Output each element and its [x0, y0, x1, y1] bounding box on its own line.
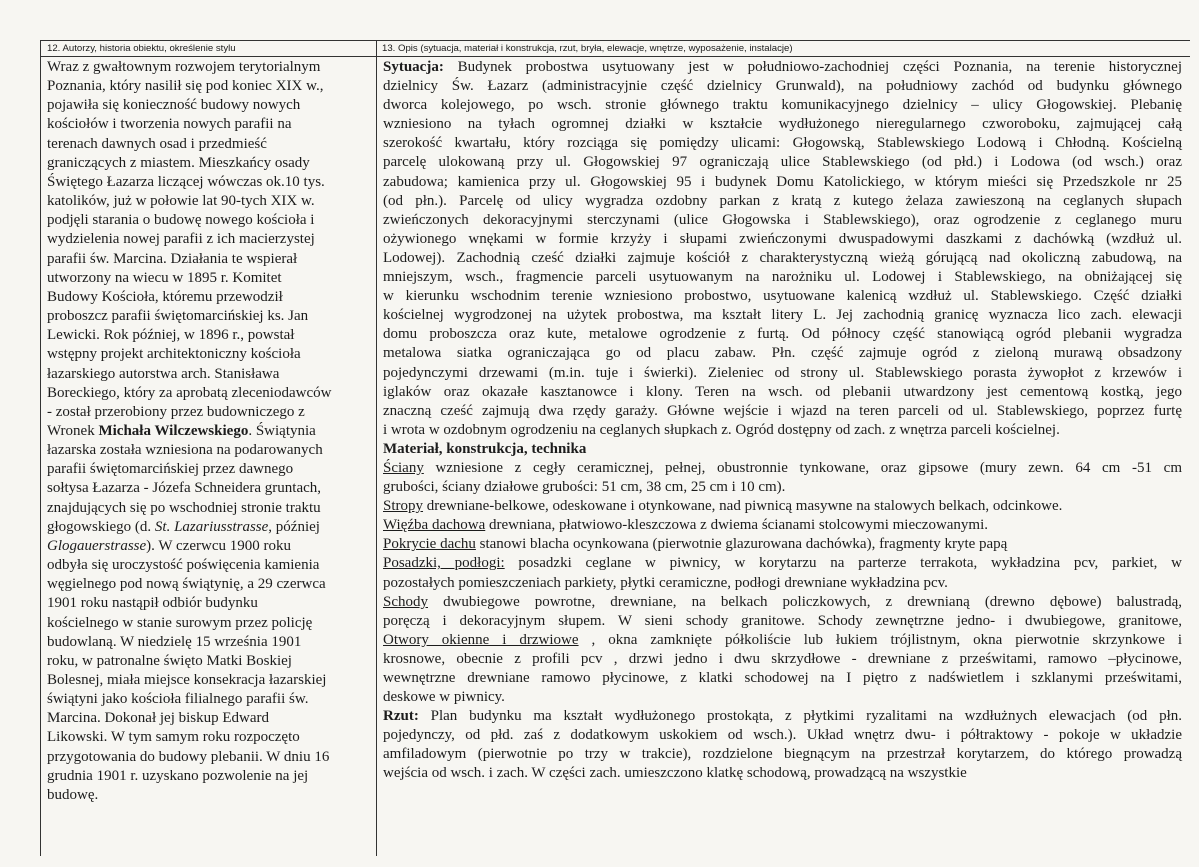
text-line	[383, 554, 1182, 573]
text-line: wzniesiono na tyłach ogromnej działki w kształcie wydłużonego nieregularnego czworoboku, zajmującej całą	[383, 116, 1182, 133]
section-heading-text: Materiał, konstrukcja, technika	[383, 440, 587, 457]
text-line: kościelnej wygrodzonej na użytek probostwa, ma kształt litery L. Jej zachodnią granicę wyznacza lico zach. elewacji	[383, 307, 1182, 324]
text-line: pojawiła się konieczność budowy nowych	[47, 97, 301, 114]
description-column-header: 13. Opis (sytuacja, materiał i konstrukcja, rzut, bryła, elewacje, wnętrze, wyposażenie, instalacje)	[376, 41, 1190, 57]
text-line: (od płn.). Parcelę od ulicy wygradza ozdobny parkan z kratą z kutego żelaza zawieszoną na ceglanych słupach	[383, 192, 1182, 209]
text-line: domu proboszcza oraz kute, metalowe ogrodzenie z furtą. Od północy część stanowiącą ogród plebanii wygradza	[383, 326, 1182, 343]
text-line: grudnia 1901 r. uzyskano pozwolenie na jej	[47, 767, 309, 784]
text-line: Likowski. W tym samym roku rozpoczęto	[47, 729, 300, 746]
text-line: 1901 roku nastąpił odbiór budynku	[47, 595, 258, 612]
text-line: Lewicki. Rok później, w 1896 r., powstał	[47, 327, 295, 344]
text-line: dworca kolejowego, po wsch. stronie głównego traktu komunikacyjnego dzielnicy – ulicy Głogowskiej. Plebanię	[383, 97, 1182, 114]
text-line	[383, 497, 1182, 516]
text-line: Świętego Łazarza liczącej wówczas ok.10 tys.	[47, 173, 325, 190]
text-line: znajdujących się po wschodniej stronie traktu	[47, 499, 321, 516]
text-line: grubości, ściany działowe grubości: 51 cm, 38 cm, 25 cm i 10 cm).	[383, 479, 786, 496]
text-run: ). W czerwcu 1900 roku	[146, 537, 291, 554]
text-line: graniczących z miastem. Mieszkańcy osady	[47, 154, 310, 171]
subsection-label-sciany: Ściany	[383, 459, 424, 476]
text-line: Budowy Kościoła, któremu przewodził	[47, 288, 283, 305]
section-heading-material	[383, 440, 1182, 459]
text-line: przygotowania do budowy plebanii. W dniu 16	[47, 748, 330, 765]
subsection-label-stropy: Stropy	[383, 498, 424, 515]
text-line: Lodowej). Zachodnią cześć działki zajmuje kościół z charakterystyczną wieżą górującą nad okoliczną zabudową, na	[383, 249, 1182, 266]
text-line: Marcina. Dokonał jej biskup Edward	[47, 710, 270, 727]
text-line: wejścia od wsch. i zach. W części zach. umieszczono klatkę schodową, prowadzącą na wszystkie	[383, 765, 967, 782]
text-line: wewnętrzne drewniane ramowo płycinowe, z klatki schodowej na I piętro z nadświetlem i szklanymi prześwitami,	[383, 670, 1182, 686]
text-run: , później	[268, 518, 320, 535]
history-text	[41, 57, 376, 805]
section-label-sytuacja: Sytuacja:	[383, 59, 444, 75]
text-line: utworzony na wiecu w 1895 r. Komitet	[47, 269, 282, 286]
subsection-label-pokrycie: Pokrycie dachu	[383, 536, 476, 553]
text-run: stanowi blacha ocynkowana (pierwotnie glazurowana dachówka), fragmenty kryte papą	[475, 536, 1008, 553]
text-line: kościołów i tworzenia nowych parafii na	[47, 116, 292, 133]
text-run: drewniana, płatwiowo-kleszczowa z dwiema ścianami stolcowymi mieczowanymi.	[485, 517, 989, 534]
text-line	[383, 631, 1182, 650]
text-line	[47, 422, 372, 441]
text-line	[383, 516, 1182, 535]
text-line: łazarskiego autorstwa arch. Stanisława	[47, 365, 280, 382]
text-line	[383, 459, 1182, 478]
text-run: . Świątynia	[248, 422, 316, 439]
text-run: dwubiegowe powrotne, drewniane, na belkach policzkowych, z drewnianą (drewno dębowe) balustradą,	[428, 593, 1182, 610]
text-line: pojedynczymi drzewami (m.in. tuje i świerki). Zieleniec od strony ul. Stablewskiego porasta żywopłot z krzewów i	[383, 364, 1182, 381]
text-line: wstępny projekt architektoniczny kościoła	[47, 346, 301, 363]
text-line: Poznania, który nasilił się pod koniec XIX w.,	[47, 78, 324, 95]
text-line: świątyni jako kościoła filialnego parafii św.	[47, 691, 309, 708]
text-run: Plan budynku ma kształt wydłużonego prostokąta, z płytkimi ryzalitami na wzdłużnych elewacjach (od płn.	[418, 708, 1182, 725]
subsection-label-schody: Schody	[383, 593, 428, 610]
text-line: ożywionego wnękami w formie krzyży i słupami zwieńczonymi dwuspadowymi daszkami z dachówką (wzdłuż ul.	[383, 230, 1182, 247]
text-line: katolików, już w połowie lat 90-tych XIX w.	[47, 193, 315, 210]
text-line: proboszcz parafii świętomarcińskiej ks. Jan	[47, 308, 309, 325]
builder-name: Michała Wilczewskiego	[98, 422, 249, 439]
text-line: Wraz z gwałtownym rozwojem terytorialnym	[47, 59, 321, 75]
history-column-header: 12. Autorzy, historia obiektu, określenie stylu	[41, 41, 376, 57]
text-line: pojedynczy, od płd. zaś z dodatkowym uskokiem od wsch.). Układ wnętrz dwu- i półtraktowy - pokoje w układzie	[383, 727, 1182, 744]
street-name-italic: St. Lazariusstrasse	[154, 518, 269, 535]
text-run: posadzki ceglane w piwnicy, w korytarzu na parterze terrakota, wykładzina pcv, parkiet, w	[504, 555, 1183, 572]
text-line: Boreckiego, który za aprobatą zleceniodawców	[47, 384, 332, 401]
text-line	[47, 518, 372, 537]
text-line: zabudowa; kamienica przy ul. Głogowskiej 95 i budynek Domu Katolickiego, w którym mieści się Przedszkole nr 25	[383, 173, 1182, 190]
text-run: Wronek	[47, 422, 99, 439]
text-line: dzielnicy Św. Łazarz (administracyjnie część dzielnicy Grunwald), na południowy zachód od budynku głównego	[383, 78, 1182, 95]
text-line: szerokość kwartału, który rozciąga się pomiędzy ulicami: Głogowską, Stablewskiego Lodową i Chłodną. Kościelną	[383, 135, 1182, 152]
text-line: węgielnego pod nową świątynię, a 29 czerwca	[47, 576, 326, 593]
text-line	[383, 707, 1182, 726]
text-line: Bolesnej, miała miejsce konsekracja łazarskiej	[47, 672, 327, 688]
subsection-label-wiezba: Więźba dachowa	[383, 517, 486, 534]
text-run: głogowskiego (d.	[47, 518, 155, 535]
text-line: znaczną cześć zajmują dwa rzędy garaży. Główne wejście i wjazd na teren parceli od ul. Stablewskiego, poprzez furtę	[383, 402, 1182, 419]
text-line: deskowe w piwnicy.	[383, 689, 505, 706]
text-run: drewniane-belkowe, odeskowane i otynkowane, nad piwnicą masywne na stalowych belkach, odcinkowe.	[423, 498, 1063, 515]
text-line: w kierunku wschodnim terenie wzniesiono probostwo, usytuowane kalenicą wzdłuż ul. Stablewskiego. Część działki	[383, 288, 1182, 305]
text-line	[383, 593, 1182, 612]
text-line: i wrota w ozdobnym ogrodzeniu na ceglanych słupkach z. Ogród dostępny od zach. z wnętrza parceli kościelnej.	[383, 421, 1060, 438]
text-line: kościelnego w stanie surowym przez policję	[47, 614, 313, 631]
subsection-label-otwory: Otwory okienne i drzwiowe	[383, 631, 579, 648]
text-run: Budynek probostwa usytuowany jest w południowo-zachodniej części Poznania, na terenie historycznej	[443, 59, 1182, 75]
text-line: poręczą i dekoracyjnym słupem. W sieni schody granitowe. Schody zewnętrzne jedno- i dwubiegowe, granitowe,	[383, 612, 1182, 629]
text-run: wzniesione z cegły ceramicznej, pełnej, obustronnie tynkowane, oraz gipsowe (mury zewn. 64 cm -51 cm	[423, 459, 1182, 476]
street-name-italic: Glogauerstrasse	[47, 537, 147, 554]
text-line: wydzielenia nowej parafii z ich macierzystej	[47, 231, 315, 248]
text-line: zwieńczonych dekoracyjnymi sterczynami (ulice Głogowska i Stablewskiego), oraz ogrodzenie z ceglanego muru	[383, 211, 1182, 228]
text-line: parcelę ulokowaną przy ul. Głogowskiej 97 ograniczają ulice Stablewskiego (od płd.) i Lodowa (od wsch.) oraz	[383, 154, 1182, 171]
description-column	[376, 41, 1190, 856]
form-table	[40, 40, 1190, 856]
text-line: amfiladowym (pierwotnie po trzy w trakcie), rozdzielone biegnącym na przestrzał korytarzem, do którego prowadzą	[383, 746, 1182, 763]
text-line: krosnowe, obecnie z profili pcv , drzwi jedno i dwu skrzydłowe - drewniane z prześwitami, ramowo –płycinowe,	[383, 650, 1182, 667]
section-label-rzut: Rzut:	[383, 708, 419, 725]
description-text	[376, 57, 1190, 784]
text-line: metalowa siatka ograniczająca go od placu zabaw. Płn. część zajmuje ogród z zieloną murawą obsadzony	[383, 345, 1182, 362]
text-line: roku, w patronalne święto Matki Boskiej	[47, 652, 292, 669]
text-line: parafii świętomarcińskiej przez dawnego	[47, 461, 294, 478]
text-line: odbyła się uroczystość poświęcenia kamienia	[47, 557, 320, 574]
text-line: iglaków oraz okazałe kasztanowce i klony. Teren na wsch. od plebanii utwardzony jest cementową kostką, jego	[383, 383, 1182, 400]
text-line: podjęli starania o budowę nowego kościoła i	[47, 212, 315, 229]
text-line: parafii św. Marcina. Działania te wspierał	[47, 250, 298, 267]
text-line	[383, 58, 1182, 77]
text-line: mniejszym, wsch., fragmencie parceli usytuowanym na narożniku ul. Lodowej i Stablewskiego, na obniżającej się	[383, 269, 1182, 286]
text-line: budowlaną. W niedzielę 15 września 1901	[47, 633, 302, 650]
text-line: pozostałych pomieszczeniach parkiety, płytki ceramiczne, podłogi drewniane wykładzina pcv.	[383, 574, 948, 591]
text-line: łazarska została wzniesiona na podarowanych	[47, 442, 323, 459]
text-line	[47, 537, 372, 556]
text-run: , okna zamknięte półkoliście lub łukiem trójlistnym, okna pierwotnie skrzynkowe i	[578, 631, 1182, 648]
history-column	[40, 41, 377, 856]
text-line: terenach dawnych osad i przedmieść	[47, 135, 267, 152]
text-line	[383, 535, 1182, 554]
text-line: sołtysa Łazarza - Józefa Schneidera gruntach,	[47, 480, 322, 497]
text-line: - został przerobiony przez budowniczego z	[47, 403, 305, 420]
text-line: budowę.	[47, 786, 99, 803]
subsection-label-posadzki: Posadzki, podłogi:	[383, 555, 505, 572]
